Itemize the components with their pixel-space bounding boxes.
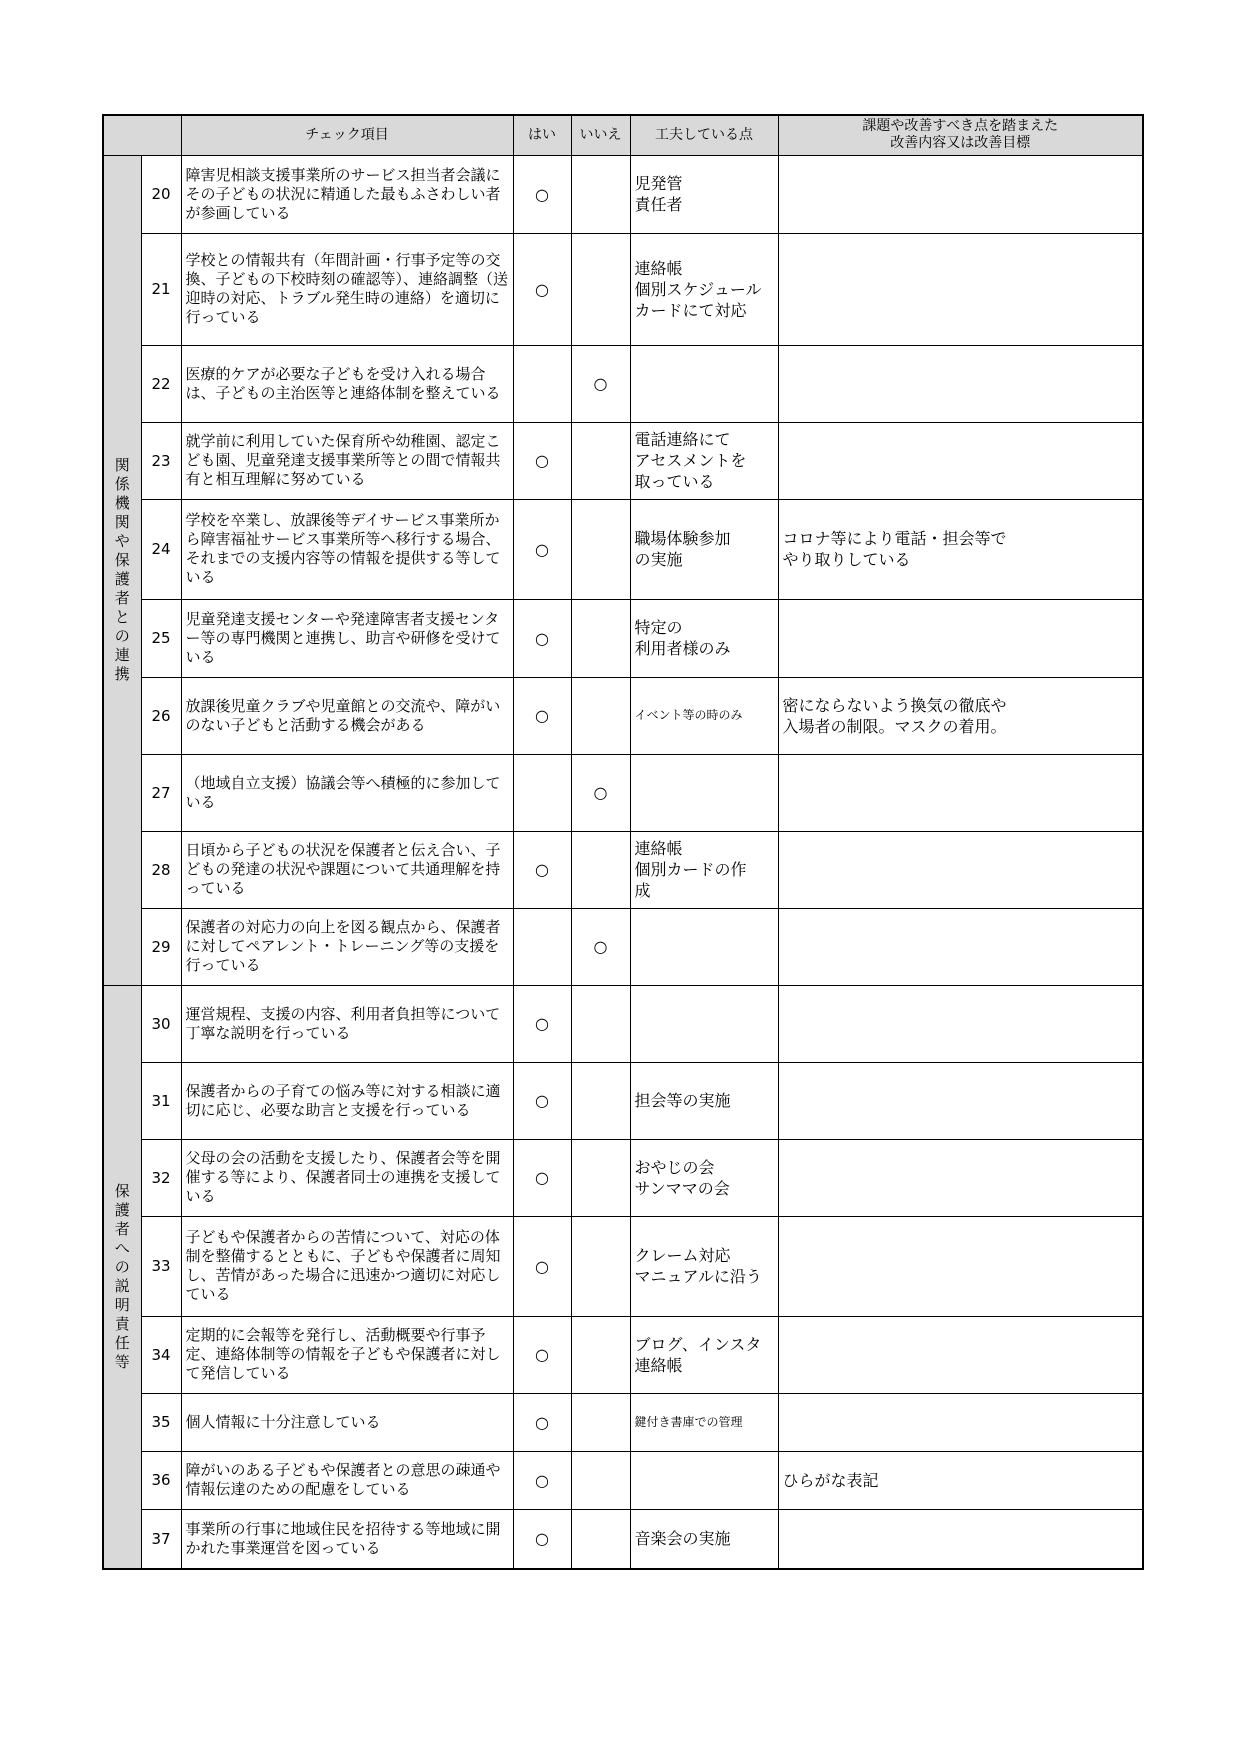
yes-mark: ○ (513, 155, 571, 233)
ingenuity-note: クレーム対応 マニュアルに沿う (630, 1216, 778, 1316)
category-char: 関 (114, 513, 130, 531)
row-number: 20 (141, 155, 181, 233)
ingenuity-note: 特定の 利用者様のみ (630, 599, 778, 677)
check-item-text: 定期的に会報等を発行し、活動概要や行事予定、連絡体制等の情報を子どもや保護者に対して発信している (181, 1316, 513, 1393)
category-char: 者 (114, 589, 130, 607)
check-item-text: 学校との情報共有（年間計画・行事予定等の交換、子どもの下校時刻の確認等）、連絡調整（送迎時の対応、トラブル発生時の連絡）を適切に行っている (181, 233, 513, 345)
no-mark (571, 1216, 630, 1316)
check-item-text: 個人情報に十分注意している (181, 1393, 513, 1451)
ingenuity-note: ブログ、インスタ 連絡帳 (630, 1316, 778, 1393)
yes-mark: ○ (513, 499, 571, 599)
table-row (103, 985, 1143, 1062)
category-char: 明 (114, 1295, 130, 1314)
header-improvement: 課題や改善すべき点を踏まえた 改善内容又は改善目標 (778, 115, 1143, 155)
check-item-text: 子どもや保護者からの苦情について、対応の体制を整備するとともに、子どもや保護者に周知し、苦情があった場合に迅速かつ適切に対応している (181, 1216, 513, 1316)
yes-mark: ○ (513, 831, 571, 908)
no-mark (571, 1509, 630, 1569)
check-item-text: 就学前に利用していた保育所や幼稚園、認定こども園、児童発達支援事業所等との間で情報共有と相互理解に努めている (181, 422, 513, 499)
row-number: 33 (141, 1216, 181, 1316)
yes-mark (513, 754, 571, 831)
table-row (103, 908, 1143, 985)
no-mark (571, 1316, 630, 1393)
row-number: 32 (141, 1139, 181, 1216)
improvement-note: ひらがな表記 (778, 1451, 1143, 1509)
improvement-note (778, 1216, 1143, 1316)
category-char: 関 (114, 456, 130, 474)
category-char: 者 (114, 1219, 130, 1238)
no-mark (571, 677, 630, 754)
yes-mark: ○ (513, 233, 571, 345)
yes-mark: ○ (513, 1451, 571, 1509)
improvement-note (778, 345, 1143, 422)
table-row (103, 155, 1143, 233)
yes-mark: ○ (513, 1316, 571, 1393)
yes-mark: ○ (513, 1139, 571, 1216)
improvement-note (778, 1509, 1143, 1569)
table-row (103, 1509, 1143, 1569)
check-item-text: 父母の会の活動を支援したり、保護者会等を開催する等により、保護者同士の連携を支援している (181, 1139, 513, 1216)
yes-mark: ○ (513, 1393, 571, 1451)
row-number: 35 (141, 1393, 181, 1451)
header-blank (103, 115, 181, 155)
improvement-note (778, 1062, 1143, 1139)
no-mark: ○ (571, 345, 630, 422)
ingenuity-note: イベント等の時のみ (630, 677, 778, 754)
no-mark (571, 1139, 630, 1216)
check-item-text: 放課後児童クラブや児童館との交流や、障がいのない子どもと活動する機会がある (181, 677, 513, 754)
row-number: 36 (141, 1451, 181, 1509)
category-char: 任 (114, 1333, 130, 1352)
yes-mark (513, 908, 571, 985)
no-mark: ○ (571, 908, 630, 985)
check-item-text: 障がいのある子どもや保護者との意思の疎通や情報伝達のための配慮をしている (181, 1451, 513, 1509)
yes-mark: ○ (513, 1216, 571, 1316)
row-number: 25 (141, 599, 181, 677)
improvement-note (778, 1393, 1143, 1451)
row-number: 31 (141, 1062, 181, 1139)
no-mark (571, 831, 630, 908)
row-number: 28 (141, 831, 181, 908)
row-number: 27 (141, 754, 181, 831)
yes-mark: ○ (513, 1062, 571, 1139)
check-item-text: 事業所の行事に地域住民を招待する等地域に開かれた事業運営を図っている (181, 1509, 513, 1569)
check-item-text: 保護者からの子育ての悩み等に対する相談に適切に応じ、必要な助言と支援を行っている (181, 1062, 513, 1139)
yes-mark: ○ (513, 985, 571, 1062)
improvement-note: 密にならないよう換気の徹底や 入場者の制限。マスクの着用。 (778, 677, 1143, 754)
table-row (103, 1393, 1143, 1451)
improvement-note (778, 155, 1143, 233)
yes-mark (513, 345, 571, 422)
ingenuity-note: 児発管 責任者 (630, 155, 778, 233)
category-char: 等 (114, 1352, 130, 1371)
check-item-text: 児童発達支援センターや発達障害者支援センター等の専門機関と連携し、助言や研修を受けている (181, 599, 513, 677)
ingenuity-note (630, 1451, 778, 1509)
ingenuity-note: 鍵付き書庫での管理 (630, 1393, 778, 1451)
no-mark (571, 599, 630, 677)
ingenuity-note: 連絡帳 個別スケジュールカードにて対応 (630, 233, 778, 345)
header-ingenuity: 工夫している点 (630, 115, 778, 155)
improvement-note (778, 422, 1143, 499)
row-number: 30 (141, 985, 181, 1062)
category-accountability (103, 985, 141, 1569)
improvement-note (778, 599, 1143, 677)
table-row (103, 422, 1143, 499)
category-char: 連 (114, 646, 130, 664)
ingenuity-note: 連絡帳 個別カードの作 成 (630, 831, 778, 908)
row-number: 22 (141, 345, 181, 422)
header-yes: はい (513, 115, 571, 155)
improvement-note (778, 1139, 1143, 1216)
ingenuity-note (630, 985, 778, 1062)
check-item-text: 保護者の対応力の向上を図る観点から、保護者に対してペアレント・トレーニング等の支援を行っている (181, 908, 513, 985)
row-number: 26 (141, 677, 181, 754)
category-char: の (114, 627, 130, 645)
row-number: 24 (141, 499, 181, 599)
ingenuity-note: 電話連絡にて アセスメントを 取っている (630, 422, 778, 499)
header-no: いいえ (571, 115, 630, 155)
row-number: 37 (141, 1509, 181, 1569)
category-cooperation (103, 155, 141, 985)
category-char: 護 (114, 570, 130, 588)
row-number: 23 (141, 422, 181, 499)
table-row (103, 1216, 1143, 1316)
yes-mark: ○ (513, 1509, 571, 1569)
category-char: や (114, 532, 130, 550)
no-mark: ○ (571, 754, 630, 831)
category-char: と (114, 608, 130, 626)
row-number: 21 (141, 233, 181, 345)
category-char: 係 (114, 475, 130, 493)
table-row (103, 1062, 1143, 1139)
self-evaluation-table (102, 114, 1144, 1570)
no-mark (571, 1062, 630, 1139)
yes-mark: ○ (513, 599, 571, 677)
category-char: 説 (114, 1276, 130, 1295)
improvement-note (778, 908, 1143, 985)
ingenuity-note: おやじの会 サンママの会 (630, 1139, 778, 1216)
ingenuity-note (630, 754, 778, 831)
no-mark (571, 1393, 630, 1451)
yes-mark: ○ (513, 422, 571, 499)
improvement-note: コロナ等により電話・担会等で やり取りしている (778, 499, 1143, 599)
improvement-note (778, 985, 1143, 1062)
check-item-text: 日頃から子どもの状況を保護者と伝え合い、子どもの発達の状況や課題について共通理解を持っている (181, 831, 513, 908)
table-row (103, 345, 1143, 422)
ingenuity-note: 音楽会の実施 (630, 1509, 778, 1569)
check-item-text: 障害児相談支援事業所のサービス担当者会議にその子どもの状況に精通した最もふさわしい者が参画している (181, 155, 513, 233)
row-number: 29 (141, 908, 181, 985)
table-row (103, 233, 1143, 345)
no-mark (571, 985, 630, 1062)
category-char: 保 (114, 1181, 130, 1200)
improvement-note (778, 754, 1143, 831)
table-row (103, 677, 1143, 754)
no-mark (571, 155, 630, 233)
header-row (103, 115, 1143, 155)
ingenuity-note (630, 908, 778, 985)
row-number: 34 (141, 1316, 181, 1393)
category-char: 機 (114, 494, 130, 512)
yes-mark: ○ (513, 677, 571, 754)
table-row (103, 754, 1143, 831)
category-char: の (114, 1257, 130, 1276)
table-row (103, 831, 1143, 908)
no-mark (571, 422, 630, 499)
category-char: 保 (114, 551, 130, 569)
table-row (103, 599, 1143, 677)
header-check-item: チェック項目 (181, 115, 513, 155)
check-item-text: 運営規程、支援の内容、利用者負担等について丁寧な説明を行っている (181, 985, 513, 1062)
improvement-note (778, 1316, 1143, 1393)
category-char: 責 (114, 1314, 130, 1333)
category-char: へ (114, 1238, 130, 1257)
table-row (103, 1139, 1143, 1216)
category-char: 護 (114, 1200, 130, 1219)
check-item-text: （地域自立支援）協議会等へ積極的に参加している (181, 754, 513, 831)
improvement-note (778, 831, 1143, 908)
ingenuity-note: 担会等の実施 (630, 1062, 778, 1139)
category-char: 携 (114, 665, 130, 683)
improvement-note (778, 233, 1143, 345)
ingenuity-note: 職場体験参加 の実施 (630, 499, 778, 599)
table-row (103, 1316, 1143, 1393)
check-item-text: 学校を卒業し、放課後等デイサービス事業所から障害福祉サービス事業所等へ移行する場合、それまでの支援内容等の情報を提供する等している (181, 499, 513, 599)
no-mark (571, 499, 630, 599)
check-item-text: 医療的ケアが必要な子どもを受け入れる場合は、子どもの主治医等と連絡体制を整えている (181, 345, 513, 422)
no-mark (571, 233, 630, 345)
no-mark (571, 1451, 630, 1509)
table-row (103, 499, 1143, 599)
ingenuity-note (630, 345, 778, 422)
table-row (103, 1451, 1143, 1509)
